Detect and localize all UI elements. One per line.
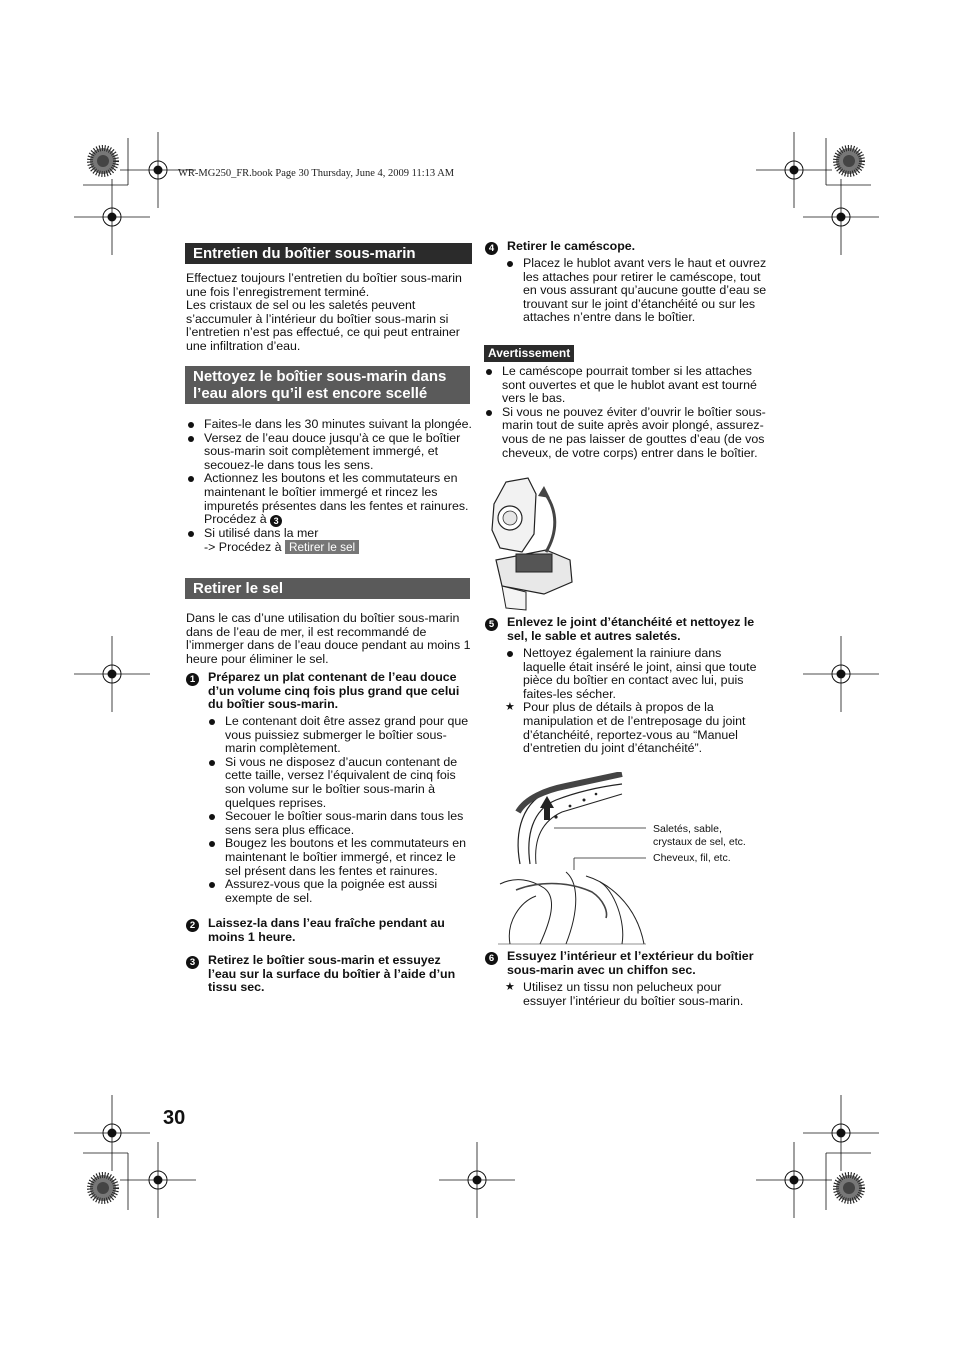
section-title-rinse: Nettoyez le boîtier sous-marin dans l’eau alors qu’il est encore scellé	[185, 366, 470, 404]
step-3-number: 3	[186, 956, 199, 969]
book-header: WR-MG250_FR.book Page 30 Thursday, June 4, 2009 11:13 AM	[178, 168, 455, 179]
step-5-list	[505, 647, 767, 756]
step-2-title: Laissez-la dans l’eau fraîche pendant au moins 1 heure.	[208, 916, 445, 944]
list-item: Si vous ne pouvez éviter d’ouvrir le boîtier sous-marin tout de suite après avoir plongé, assurez-vous de ne pas laisser de gouttes d’eau (de vos cheveux, de votre corps) entrer dans le boîtier.	[484, 406, 767, 460]
arrow-text: -> Procédez à	[204, 539, 282, 554]
list-item: Versez de l’eau douce jusqu’à ce que le boîtier sous-marin soit complètement immergé, et secouez-le dans tous les sens.	[186, 432, 472, 473]
list-item-text: Si utilisé dans la mer	[204, 526, 319, 541]
housing-open-illustration	[486, 474, 582, 614]
list-item: Si vous ne disposez d’aucun contenant de cette taille, versez l’équivalent de cinq fois son volume sur le boîtier sous-marin à quelques reprises.	[207, 756, 472, 810]
step-1-title: Préparez un plat contenant de l’eau douce d’un volume cinq fois plus grand que celui du boîtier sous-marin.	[208, 670, 460, 712]
step-4-number: 4	[485, 242, 498, 255]
step-2-number: 2	[186, 919, 199, 932]
maintenance-para-1: Effectuez toujours l’entretien du boîtier sous-marin une fois l’enregistrement terminé.	[186, 271, 462, 299]
step-6-number: 6	[485, 952, 498, 965]
maintenance-text	[186, 272, 472, 354]
warning-list	[484, 365, 767, 460]
list-item	[186, 527, 472, 554]
page-number: 30	[163, 1107, 186, 1129]
step-5-number: 5	[485, 618, 498, 631]
list-item	[186, 472, 472, 527]
list-item: Secouer le boîtier sous-marin dans tous les sens sera plus efficace.	[207, 810, 472, 837]
section-title-remove-salt: Retirer le sel	[185, 578, 470, 599]
step-1-number: 1	[186, 673, 199, 686]
retirer-le-sel-link[interactable]: Retirer le sel	[285, 540, 359, 554]
step-3-title: Retirez le boîtier sous-marin et essuyez l’eau sur la surface du boîtier à l’aide d’un tissu sec.	[208, 953, 456, 995]
step-6-title: Essuyez l’intérieur et l’extérieur du boîtier sous-marin avec un chiffon sec.	[507, 949, 754, 977]
list-item-text: Actionnez les boutons et les commutateurs en maintenant le boîtier immergé et rincez les impuretés présentes dans les fentes et rainures. Procédez à	[204, 471, 469, 527]
remove-salt-intro: Dans le cas d’une utilisation du boîtier sous-marin dans de l’eau de mer, il est recommandé de l’immerger dans de l’eau douce pendant au moins 1 heure pour éliminer le sel.	[186, 611, 471, 666]
note-item: ★ Pour plus de détails à propos de la manipulation et de l’entreposage du joint d’étanchéité, reportez-vous au “Manuel d’entretien du joint d’étanchéité”.	[505, 701, 767, 755]
gasket-groove-illustration	[496, 772, 656, 948]
note-item: ★ Utilisez un tissu non pelucheux pour essuyer l’intérieur du boîtier sous-marin.	[505, 981, 767, 1008]
warning-badge: Avertissement	[484, 345, 574, 362]
list-item: Le caméscope pourrait tomber si les attaches sont ouvertes et que le hublot avant est tourné vers le bas.	[484, 365, 767, 406]
callout-hair: Cheveux, fil, etc.	[653, 852, 731, 864]
list-item: Nettoyez également la rainiure dans laquelle était inséré le joint, ainsi que toute pièce du boîtier en contact avec lui, puis faites-les sécher.	[505, 647, 767, 701]
list-item: Le contenant doit être assez grand pour que vous puissiez submerger le boîtier sous-marin complètement.	[207, 715, 472, 756]
step-4-title: Retirer le caméscope.	[507, 239, 636, 253]
step-5-title: Enlevez le joint d’étanchéité et nettoyez le sel, le sable et autres saletés.	[507, 615, 755, 643]
list-item: Bougez les boutons et les commutateurs en maintenant le boîtier immergé, et rincez le sel présent dans les fentes et rainures.	[207, 837, 472, 878]
step-1-list	[207, 715, 472, 905]
maintenance-para-2: Les cristaux de sel ou les saletés peuvent s’accumuler à l’intérieur du boîtier sous-marin si l’entretien n’est pas effectué, ce qui peut entrainer une infiltration d’eau.	[186, 298, 460, 353]
list-item: Assurez-vous que la poignée est aussi exempte de sel.	[207, 878, 472, 905]
callout-dirt: Saletés, sable, crystaux de sel, etc.	[653, 823, 746, 848]
list-item: Placez le hublot avant vers le haut et ouvrez les attaches pour retirer le caméscope, tout en vous assurant qu’aucune goutte d’eau se trouvant sur le joint d’étanchéité ou sur les attaches n’entre dans le boîtier.	[505, 257, 767, 325]
list-item: Faites-le dans les 30 minutes suivant la plongée.	[186, 418, 472, 432]
step-4-list	[505, 257, 767, 325]
step-6-notes	[505, 981, 767, 1008]
step-ref-badge: 3	[270, 515, 282, 527]
section-title-maintenance: Entretien du boîtier sous-marin	[185, 243, 472, 264]
rinse-list	[186, 418, 472, 554]
